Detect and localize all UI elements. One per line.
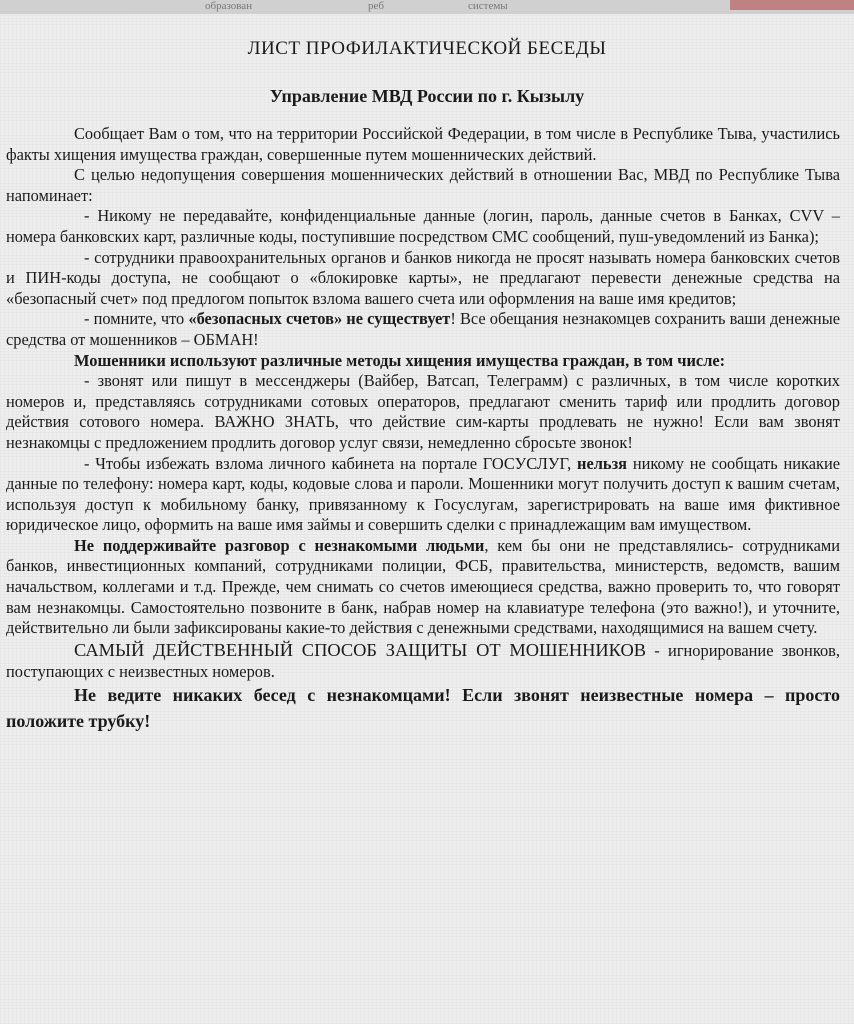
paragraph-best-protection <box>6 639 840 683</box>
page-title: ЛИСТ ПРОФИЛАКТИЧЕСКОЙ БЕСЕДЫ <box>247 38 607 59</box>
dont-talk-text: , кем бы они не представлялись- сотрудниками банков, инвестиционных компаний, сотрудниками полиции, ФСБ, правительства, министерств, ведомств, вашим начальством, коллегами и т.д. Прежде, чем снимать со счетов имеющиеся средства, важно проверить то, что говорят вам незнакомцы. Самостоятельно позвоните в банк, набрав номер на клавиатуре телефона (это важно!), и уточните, действительно ли были зафиксированы какие-то действия с денежными средствами, находящимися на вашем счету. <box>6 535 840 638</box>
safe-accounts-bold: «безопасных счетов» не существует <box>188 309 451 329</box>
best-protection-caps: САМЫЙ ДЕЙСТВЕННЫЙ СПОСОБ ЗАЩИТЫ ОТ МОШЕННИКОВ <box>74 639 647 660</box>
page-subtitle: Управление МВД России по г. Кызылу <box>269 86 585 106</box>
paragraph-final-warning: Не ведите никаких бесед с незнакомцами! Если звонят неизвестные номера – просто положите трубку! <box>6 685 840 732</box>
paragraph-intro: Сообщает Вам о том, что на территории Российской Федерации, в том числе в Республике Тыва, участились факты хищения имущества граждан, совершенные путем мошеннических действий. <box>6 124 840 164</box>
document-body <box>6 124 840 734</box>
background-red-object <box>730 0 854 10</box>
paragraph-dont-talk <box>6 536 840 639</box>
background-text-fragment: образован <box>205 0 253 12</box>
paragraph-safe-accounts <box>6 309 840 350</box>
gosuslugi-text-c: никому не сообщать никакие данные по телефону: номера карт, коды, кодовые слова и пароли. Мошенники могут получить доступ к вашим счетам, используя доступ к мобильному банку, привязанному к Госуслугам, зарегистрировать на ваше имя фиктивное юридическое лицо, оформить на ваше имя займы и совершить сделки с принадлежащим вам имуществом. <box>6 453 841 535</box>
safe-accounts-text-c: ! Все обещания незнакомцев сохранить ваши денежные средства от мошенников – ОБМАН! <box>6 309 840 349</box>
gosuslugi-bold: нельзя <box>577 453 628 473</box>
paragraph-gosuslugi <box>6 454 840 536</box>
background-text-fragment: реб <box>368 0 384 12</box>
best-protection-text: - игнорирование звонков, поступающих с неизвестных номеров. <box>6 640 840 681</box>
paragraph-law-enforcement: - сотрудники правоохранительных органов и банков никогда не просят называть номера банковских счетов и ПИН-коды доступа, не сообщают о «блокировке карты», не предлагают перевести денежные средства на «безопасный счет» под предлогом попыток взлома вашего счета или оформления на ваше имя кредитов; <box>6 247 840 308</box>
safe-accounts-text-a: - помните, что <box>84 309 189 329</box>
paragraph-messengers: - звонят или пишут в мессенджеры (Вайбер, Ватсап, Телеграмм) с различных, в том числе коротких номеров и, представляясь сотрудниками сотовых операторов, предлагают сменить тариф или продлить договор действия сотового номера. ВАЖНО ЗНАТЬ, что действие сим-карты продлевать не нужно! Если вам звонят незнакомцы с предложением продлить договор услуг связи, немедленно сбросьте звонок! <box>6 371 840 452</box>
dont-talk-bold: Не поддерживайте разговор с незнакомыми людьми <box>74 535 485 555</box>
paragraph-reminder-lead: С целью недопущения совершения мошеннических действий в отношении Вас, МВД по Республике Тыва напоминает: <box>6 165 840 205</box>
paragraph-confidential-data: - Никому не передавайте, конфиденциальные данные (логин, пароль, данные счетов в Банках, CVV – номера банковских карт, различные коды, поступившие посредством СМС сообщений, пуш-уведомлений из Банка); <box>6 206 840 246</box>
methods-heading-bold: Мошенники используют различные методы хищения имущества граждан, в том числе: <box>74 350 726 370</box>
gosuslugi-text-a: - Чтобы избежать взлома личного кабинета на портале ГОСУСЛУГ, <box>84 453 577 473</box>
paragraph-methods-heading <box>6 351 840 372</box>
background-text-fragment: системы <box>468 0 508 12</box>
background-header-strip <box>0 0 854 14</box>
